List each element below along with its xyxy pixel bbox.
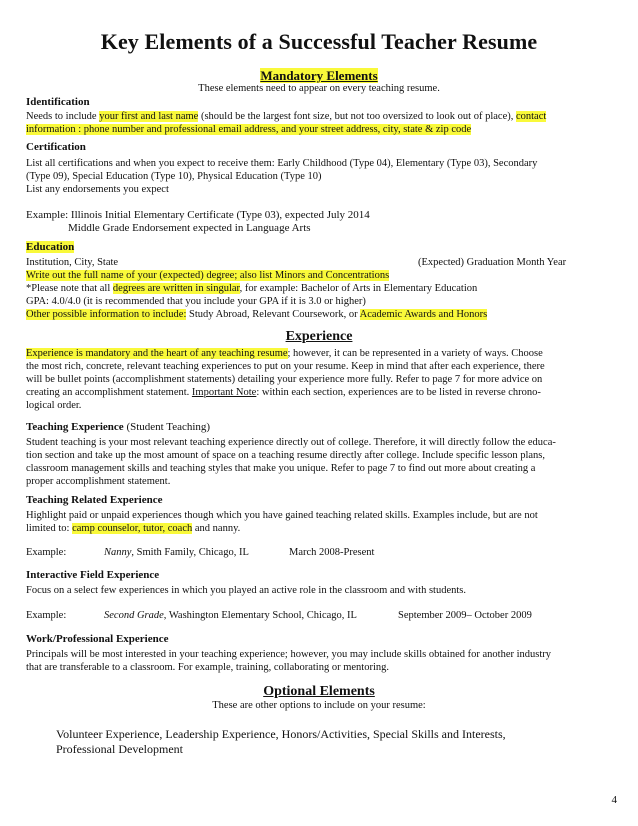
teaching-experience-line-4: proper accomplishment statement. [26, 476, 171, 487]
education-text: Study Abroad, Relevant Coursework, or [186, 309, 360, 320]
teaching-related-example [26, 546, 606, 560]
interactive-field-line-1: Focus on a select few experiences in which you played an active role in the classroom and with students. [26, 585, 466, 596]
certification-example-1: Example: Illinois Initial Elementary Certificate (Type 03), expected July 2014 [26, 209, 370, 221]
education-line-1-left: Institution, City, State [26, 257, 119, 268]
education-highlight-singular: degrees are written in singular [112, 283, 240, 294]
experience-text: : within each section, experiences are to be listed in reverse chrono- [256, 387, 541, 398]
teaching-related-text: limited to: [26, 523, 73, 534]
work-professional-line-2: that are transferable to a classroom. For example, training, collaborating or mentoring. [26, 662, 390, 673]
example-entry [104, 546, 249, 559]
teaching-related-line-2 [26, 522, 240, 535]
education-heading: Education [26, 241, 75, 253]
certification-line-3: List any endorsements you expect [26, 184, 169, 195]
teaching-experience-heading: Teaching Experience [26, 421, 124, 433]
example-date: September 2009– October 2009 [398, 610, 532, 621]
experience-line-3: will be bullet points (accomplishment statements) detailing your experience more fully. Refer to page 7 for more advice on [26, 374, 543, 385]
education-text: , for example: Bachelor of Arts in Elementary Education [239, 283, 478, 294]
certification-line-1: List all certifications and when you expect to receive them: Early Childhood (Type 04), Elementary (Type 03), Secondary [26, 158, 538, 169]
example-label: Example: [26, 547, 67, 558]
experience-heading-wrap [0, 327, 638, 345]
experience-line-4 [26, 386, 541, 399]
optional-subtitle: These are other options to include on your resume: [212, 700, 426, 711]
certification-heading: Certification [26, 141, 86, 153]
experience-heading: Experience [285, 329, 353, 344]
teaching-experience-line-1: Student teaching is your most relevant teaching experience directly out of college. Therefore, it will directly follow the educa- [26, 437, 556, 448]
optional-line-2: Professional Development [56, 742, 183, 756]
certification-line-2: (Type 09), Special Education (Type 10), Physical Education (Type 10) [26, 171, 322, 182]
page-number: 4 [611, 794, 617, 806]
teaching-related-heading: Teaching Related Experience [26, 494, 163, 506]
education-line-3 [26, 282, 477, 295]
experience-highlight: Experience is mandatory and the heart of any teaching resume [26, 348, 288, 359]
mandatory-heading: Mandatory Elements [260, 68, 378, 83]
teaching-related-highlight: camp counselor, tutor, coach [72, 523, 193, 534]
experience-line-5: logical order. [26, 400, 82, 411]
mandatory-subtitle: These elements need to appear on every teaching resume. [198, 83, 440, 94]
interactive-field-heading: Interactive Field Experience [26, 569, 160, 581]
education-highlight-other: Other possible information to include: [26, 309, 187, 320]
example-place: , Smith Family, Chicago, IL [131, 547, 249, 558]
education-line-2 [26, 269, 389, 282]
example-entry [104, 609, 357, 622]
page-title: Key Elements of a Successful Teacher Resume [100, 29, 538, 54]
teaching-experience-note: (Student Teaching) [123, 421, 211, 433]
identification-highlight-contact: contact [515, 111, 547, 122]
education-highlight-awards: Academic Awards and Honors [359, 309, 488, 320]
identification-highlight-name: your first and last name [99, 111, 199, 122]
example-place: , Washington Elementary School, Chicago, IL [163, 610, 357, 621]
education-heading-wrap [26, 241, 74, 253]
teaching-related-text: and nanny. [192, 523, 241, 534]
work-professional-heading: Work/Professional Experience [26, 633, 169, 645]
education-line-4: GPA: 4.0/4.0 (it is recommended that you include your GPA if it is 3.0 or higher) [26, 296, 366, 307]
experience-important-note: Important Note [191, 387, 257, 398]
example-label: Example: [26, 610, 67, 621]
identification-heading: Identification [26, 96, 90, 108]
optional-heading: Optional Elements [263, 684, 375, 699]
education-highlight-degree: Write out the full name of your (expected) degree; also list Minors and Concentrations [26, 270, 390, 281]
education-line-1-right: (Expected) Graduation Month Year [418, 257, 567, 268]
teaching-related-line-1: Highlight paid or unpaid experiences though which you have gained teaching related skills. Examples include, but are not [26, 510, 538, 521]
work-professional-line-1: Principals will be most interested in your teaching experience; however, you may include skills obtained for another industry [26, 649, 552, 660]
teaching-experience-line-2: tion section and take up the most amount of space on a teaching resume directly after college. Include specific lesson plans, [26, 450, 545, 461]
identification-highlight-contact-info: information : phone number and professional email address, and your street address, city, state & zip code [26, 124, 472, 135]
example-role: Second Grade [104, 610, 164, 621]
experience-text: creating an accomplishment statement. [26, 387, 192, 398]
identification-line-1 [26, 110, 546, 123]
education-line-5 [26, 308, 487, 321]
experience-line-2: the most rich, concrete, relevant teaching experiences to put on your resume. Keep in mind that after each experience, there [26, 361, 545, 372]
certification-example-2: Middle Grade Endorsement expected in Language Arts [68, 222, 311, 234]
identification-text: (should be the largest font size, but not too oversized to look out of place), [198, 111, 516, 122]
optional-line-1: Volunteer Experience, Leadership Experience, Honors/Activities, Special Skills and Interests, [56, 727, 506, 741]
example-date: March 2008-Present [289, 547, 375, 558]
education-text: *Please note that all [26, 283, 113, 294]
identification-text: Needs to include [26, 111, 100, 122]
interactive-field-example [26, 609, 606, 623]
identification-line-2 [26, 123, 471, 136]
example-role: Nanny [104, 547, 132, 558]
teaching-experience-heading-wrap [26, 421, 210, 433]
teaching-experience-line-3: classroom management skills and teaching styles that make you unique. Refer to page 7 to find out more about creating a [26, 463, 536, 474]
optional-heading-wrap [0, 682, 638, 700]
experience-line-1 [26, 347, 543, 360]
experience-text: ; however, it can be represented in a variety of ways. Choose [287, 348, 543, 359]
